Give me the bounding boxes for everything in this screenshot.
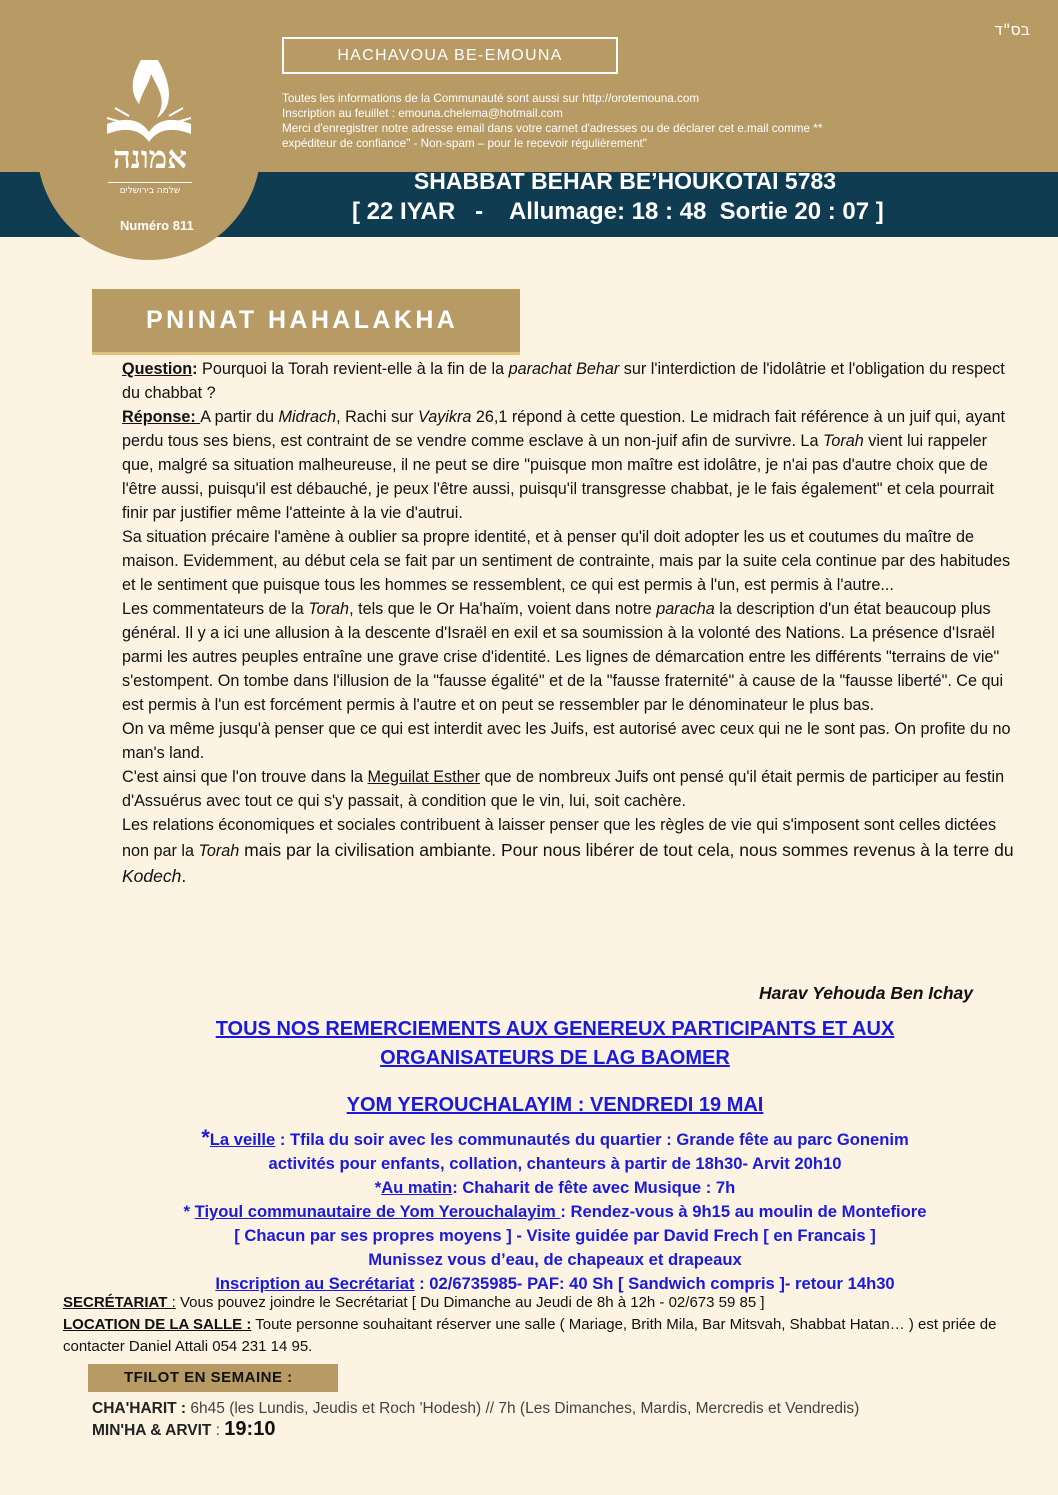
secretariat-line: SECRÉTARIAT : Vous pouvez joindre le Secrétariat [ Du Dimanche au Jeudi de 8h à 12h - 02/673 59 85 ]	[63, 1294, 765, 1311]
answer-paragraph: Réponse: A partir du Midrach, Rachi sur Vayikra 26,1 répond à cette question. Le midrach fait référence à un juif qui, ayant perdu tous ses biens, est contraint de se vendre comme esclave à un non-juif afin de survivre. La Torah vient lui rappeler que, malgré sa situation malheureuse, il ne peut se dire "puisque mon maître est idolâtre, je n'ai pas d'autre choix que de l'être aussi, puisqu'il est débauché, je peux l'être aussi, puisqu'il transgresse chabbat, je le fais également" et cela pourrait finir par justifier même l'atteinte à la vie d'autrui.	[122, 408, 1006, 522]
inscription-line: Inscription au Secrétariat : 02/6735985- PAF: 40 Sh [ Sandwich compris ]- retour 14h30	[215, 1274, 895, 1293]
logo-divider	[108, 182, 192, 183]
matin-line: *Au matin: Chaharit de fête avec Musique : 7h	[374, 1178, 736, 1197]
question-paragraph: Question: Pourquoi la Torah revient-elle à la fin de la parachat Behar sur l'interdiction de l'idolâtrie et l'obligation du respect du chabbat ?	[122, 360, 1005, 402]
masthead-title: HACHAVOUA BE-EMOUNA	[282, 37, 618, 74]
inscription-label: Inscription au Secrétariat	[215, 1274, 415, 1293]
corner-mark: בס"ד	[994, 20, 1030, 39]
tiyoul-line-2: [ Chacun par ses propres moyens ] - Visite guidée par David Frech [ en Francais ]	[234, 1226, 876, 1245]
article-body	[122, 357, 1016, 889]
practical-info	[63, 1292, 1013, 1358]
section-title: PNINAT HAHALAKHA	[146, 306, 459, 334]
paragraph-2: Sa situation précaire l'amène à oublier sa propre identité, et à penser qu'il doit adopter les us et coutumes du maître de maison. Evidemment, au début cela se fait par un sentiment de contrainte, mais par la suite cela continue par des habitudes et le sentiment que puisque tous les hommes se ressemblent, ce qui est permis à l'un, est permis à l'autre...	[122, 528, 1011, 594]
article-author: Harav Yehouda Ben Ichay	[759, 983, 973, 1003]
info-line-3: Merci d'enregistrer notre adresse email dans votre carnet d'adresses ou de déclarer cet e.mail comme **	[282, 122, 823, 135]
matin-label: Au matin	[381, 1178, 453, 1197]
info-line-2: Inscription au feuillet : emouna.chelema@hotmail.com	[282, 107, 563, 120]
veille-line-2: activités pour enfants, collation, chanteurs à partir de 18h30- Arvit 20h10	[268, 1154, 842, 1173]
question-label: Question	[122, 360, 193, 378]
secretariat-label: SECRÉTARIAT	[63, 1294, 172, 1311]
veille-label: La veille	[209, 1130, 276, 1149]
logo-text: אמונה	[112, 140, 188, 176]
chaharit-row: CHA'HARIT : 6h45 (les Lundis, Jeudis et Roch 'Hodesh) // 7h (Les Dimanches, Mardis, Mercredis et Vendredis)	[92, 1400, 860, 1417]
shabbat-title: SHABBAT BEHAR BE’HOUKOTAI 5783	[413, 168, 837, 194]
tiyoul-line-3: Munissez vous d’eau, de chapeaux et drapeaux	[368, 1250, 742, 1269]
paragraph-6: Les relations économiques et sociales contribuent à laisser penser que les règles de vie qui s'imposent sont celles dictées non par la Torah mais par la civilisation ambiante. Pour nous libérer de tout cela, nous sommes revenus à la terre du Kodech.	[122, 816, 1014, 886]
tfilot-title: TFILOT EN SEMAINE :	[124, 1369, 293, 1386]
shabbat-times: [ 22 IYAR - Allumage: 18 : 48 Sortie 20 : 07 ]	[352, 198, 884, 225]
tiyoul-label: Tiyoul communautaire de Yom Yerouchalayim	[194, 1202, 561, 1221]
thanks-announcement	[80, 1015, 1030, 1073]
info-line-1: Toutes les informations de la Communauté sont aussi sur http://orotemouna.com	[282, 92, 700, 105]
chaharit-label: CHA'HARIT :	[92, 1400, 187, 1417]
info-line-4: expéditeur de confiance" - Non-spam – pour le recevoir régulièrement"	[282, 137, 647, 150]
veille-line: *La veille : Tfila du soir avec les communautés du quartier : Grande fête au parc Gonenim	[201, 1125, 909, 1150]
tiyoul-line: * Tiyoul communautaire de Yom Yerouchalayim : Rendez-vous à 9h15 au moulin de Montefiore	[183, 1202, 927, 1221]
logo-subtext: שלמה בירושלים	[119, 186, 181, 196]
yom-yerouchalayim-title: YOM YEROUCHALAYIM : VENDREDI 19 MAI	[346, 1094, 764, 1116]
minha-label: MIN'HA & ARVIT	[92, 1422, 212, 1439]
paragraph-4: On va même jusqu'à penser que ce qui est interdit avec les Juifs, est autorisé avec ceux qui ne le sont pas. On profite du no man's land.	[122, 720, 1011, 762]
paragraph-5: C'est ainsi que l'on trouve dans la Meguilat Esther que de nombreux Juifs ont pensé qu'il était permis de participer au festin d'Assuérus avec tout ce qui s'y passait, à condition que le vin, lui, soit cachère.	[122, 768, 1005, 810]
thanks-line-2: ORGANISATEURS DE LAG BAOMER	[380, 1047, 730, 1069]
tfilot-banner	[88, 1364, 338, 1392]
location-label: LOCATION DE LA SALLE :	[63, 1316, 252, 1333]
minha-time: 19:10	[224, 1418, 276, 1440]
minha-row: MIN'HA & ARVIT : 19:10	[92, 1418, 276, 1440]
paragraph-3: Les commentateurs de la Torah, tels que le Or Ha'haïm, voient dans notre paracha la description d'un état beaucoup plus général. Il y a ici une allusion à la descente d'Israël en exil et sa soumission à la volonté des Nations. La présence d'Israël parmi les autres peuples entraîne une grave crise d'identité. Les lignes de démarcation entre les différents "terrains de vie" s'estompent. On tombe dans l'illusion de la "fausse égalité" et de la "fausse fraternité" à cause de la "fausse liberté". Ce qui est permis à l'un est forcément permis à l'autre et on peut se ressembler par le dénominateur le plus bas.	[122, 600, 1004, 714]
issue-number: Numéro 811	[120, 218, 194, 233]
section-banner	[92, 289, 520, 355]
meguilat-esther-link[interactable]: Meguilat Esther	[367, 768, 481, 786]
location-line: LOCATION DE LA SALLE : Toute personne souhaitant réserver une salle ( Mariage, Brith Mila, Bar Mitsvah, Shabbat Hatan… ) est priée de contacter Daniel Attali 054 231 14 95.	[63, 1316, 997, 1355]
answer-label: Réponse:	[122, 408, 201, 426]
thanks-line-1: TOUS NOS REMERCIEMENTS AUX GENEREUX PARTICIPANTS ET AUX	[215, 1018, 895, 1040]
